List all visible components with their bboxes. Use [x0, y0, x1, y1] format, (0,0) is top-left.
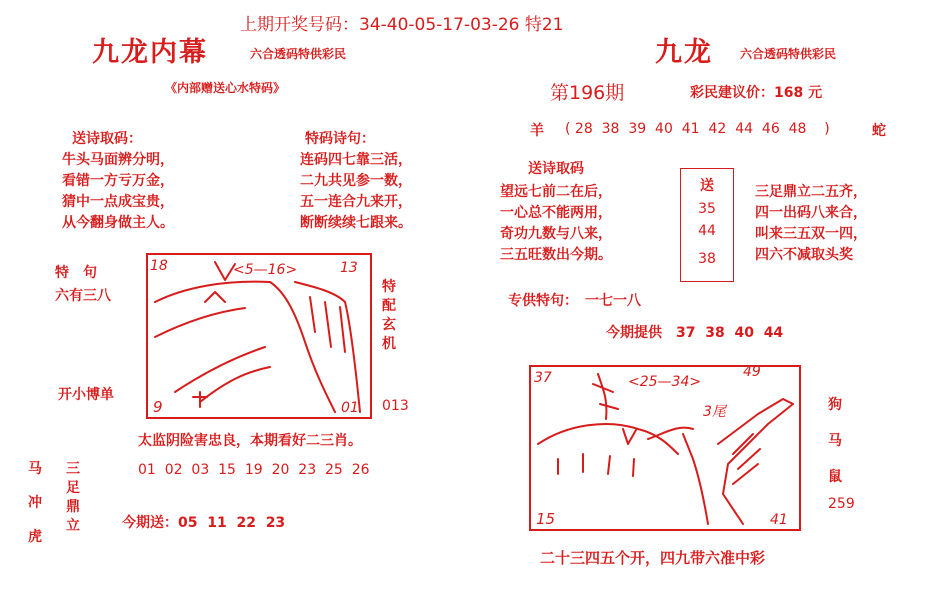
special-phrase: 专供特句： 一七一八 [508, 293, 641, 309]
right-sketch-tree-top [593, 374, 618, 419]
left-sketch-path [175, 347, 265, 392]
left-sketch-tl: 18 [150, 258, 168, 274]
left-sketch-br: 01 [341, 400, 359, 416]
left-sketch-hill [155, 282, 270, 302]
this-period-send: 今期送：05 11 22 23 [122, 515, 286, 531]
right-sketch-grass [623, 429, 636, 444]
left-sketch-frame [147, 254, 371, 418]
poem-b-line: 五一连合九来开， [300, 194, 412, 210]
code-259: 259 [828, 496, 855, 512]
last-draw-numbers: 上期开奖号码：34-40-05-17-03-26 特21 [240, 15, 564, 35]
sheep-label: 羊 [530, 123, 544, 139]
numbers-row: 01 02 03 15 19 20 23 25 26 [138, 462, 370, 478]
suggested-price: 彩民建议价：168 元 [690, 85, 823, 101]
left-sketch-path-2 [200, 367, 270, 402]
left-sketch-cliff-right [295, 282, 360, 412]
right-sketch-wall-bricks [733, 434, 760, 484]
left-sketch [145, 252, 375, 422]
te-pei-xuan-ji: 特配玄机 [382, 279, 396, 352]
left-subtitle: 《内部赠送心水特码》 [165, 81, 286, 95]
zodiac-horse: 马 [828, 433, 842, 449]
poem-a-line: 从今翻身做主人。 [62, 215, 174, 231]
left-sketch-cliff-texture [310, 297, 345, 352]
left-sketch-bl: 9 [153, 398, 163, 416]
right-sketch-range: <25—34> [628, 374, 702, 390]
left-sketch-tr: 13 [340, 260, 358, 276]
right-sketch-branch [648, 428, 693, 439]
poem-a-line: 牛头马面辨分明， [62, 152, 174, 168]
san-zu-ding-li: 三足鼎立 [66, 461, 80, 534]
poem-a [62, 150, 174, 234]
right-sketch-br: 41 [770, 512, 788, 528]
left-sketch-range: <5—16> [233, 262, 298, 278]
right-sketch-hill [538, 424, 678, 454]
left-tagline: 六合透码特供彩民 [250, 47, 347, 61]
send-box-number: 38 [698, 251, 716, 267]
right-sketch-tl: 37 [534, 370, 552, 386]
poem-c-title: 送诗取码 [528, 161, 584, 177]
poem-c-line: 一心总不能两用， [500, 205, 612, 221]
poem-a-title: 送诗取码： [72, 131, 142, 147]
poem-d-line: 三足鼎立二五齐， [755, 184, 867, 200]
right-sketch-mark: 3尾 [703, 404, 726, 420]
poem-c-line: 望远七前二在后， [500, 184, 612, 200]
right-brand-title: 九龙 [655, 37, 713, 68]
send-box-number: 35 [698, 201, 716, 217]
poem-d-line: 四六不减取头奖 [755, 247, 853, 263]
send-box-number: 44 [698, 223, 716, 239]
left-brand-title: 九龙内幕 [92, 37, 208, 68]
poem-b [300, 150, 412, 234]
zodiac-dog: 狗 [828, 397, 842, 413]
code-013: 013 [382, 398, 409, 414]
poem-c-line: 三五旺数出今期。 [500, 247, 612, 263]
eunuch-line: 太监阴险害忠良，本期看好二三肖。 [138, 433, 362, 449]
right-sketch-frame [530, 366, 800, 530]
poem-b-line: 连码四七靠三活， [300, 152, 412, 168]
sheep-numbers: ( 28 38 39 40 41 42 44 46 48 ) [565, 121, 830, 137]
poem-a-line: 看错一方亏万金， [62, 173, 174, 189]
snake-label: 蛇 [872, 123, 886, 139]
this-period-provide: 今期提供 37 38 40 44 [606, 325, 784, 341]
poem-c [500, 182, 612, 266]
poem-d-line: 叫来三五双一四， [755, 226, 867, 242]
right-sketch [528, 364, 804, 534]
left-sketch-slope [155, 308, 245, 337]
poem-d [755, 182, 867, 266]
poem-c-line: 奇功九数与八来， [500, 226, 612, 242]
poem-b-line: 断断续续七跟来。 [300, 215, 412, 231]
left-sketch-grass-2 [193, 392, 207, 407]
ma-chong-hu: 马冲虎 [28, 461, 42, 545]
right-sketch-tr: 49 [743, 364, 761, 380]
six-three-eight: 六有三八 [55, 288, 111, 304]
right-sketch-wall [718, 399, 793, 524]
poem-b-title: 特码诗句： [305, 131, 375, 147]
right-tagline: 六合透码特供彩民 [740, 47, 837, 61]
send-box-title: 送 [700, 178, 714, 194]
send-box [680, 168, 734, 282]
kai-xiao-label: 开小博单 [58, 387, 114, 403]
footer-line: 二十三四五个开，四九带六准中彩 [540, 549, 766, 567]
right-sketch-bl: 15 [536, 510, 556, 528]
poem-a-line: 猜中一点成宝贵， [62, 194, 174, 210]
poem-d-line: 四一出码八来合， [755, 205, 867, 221]
poem-b-line: 二九共见参一数， [300, 173, 412, 189]
right-sketch-hill-texture [558, 454, 634, 476]
right-sketch-tree [683, 434, 708, 524]
zodiac-rat: 鼠 [828, 469, 842, 485]
te-ju-label: 特 句 [55, 265, 97, 281]
period-number: 第196期 [550, 82, 625, 104]
